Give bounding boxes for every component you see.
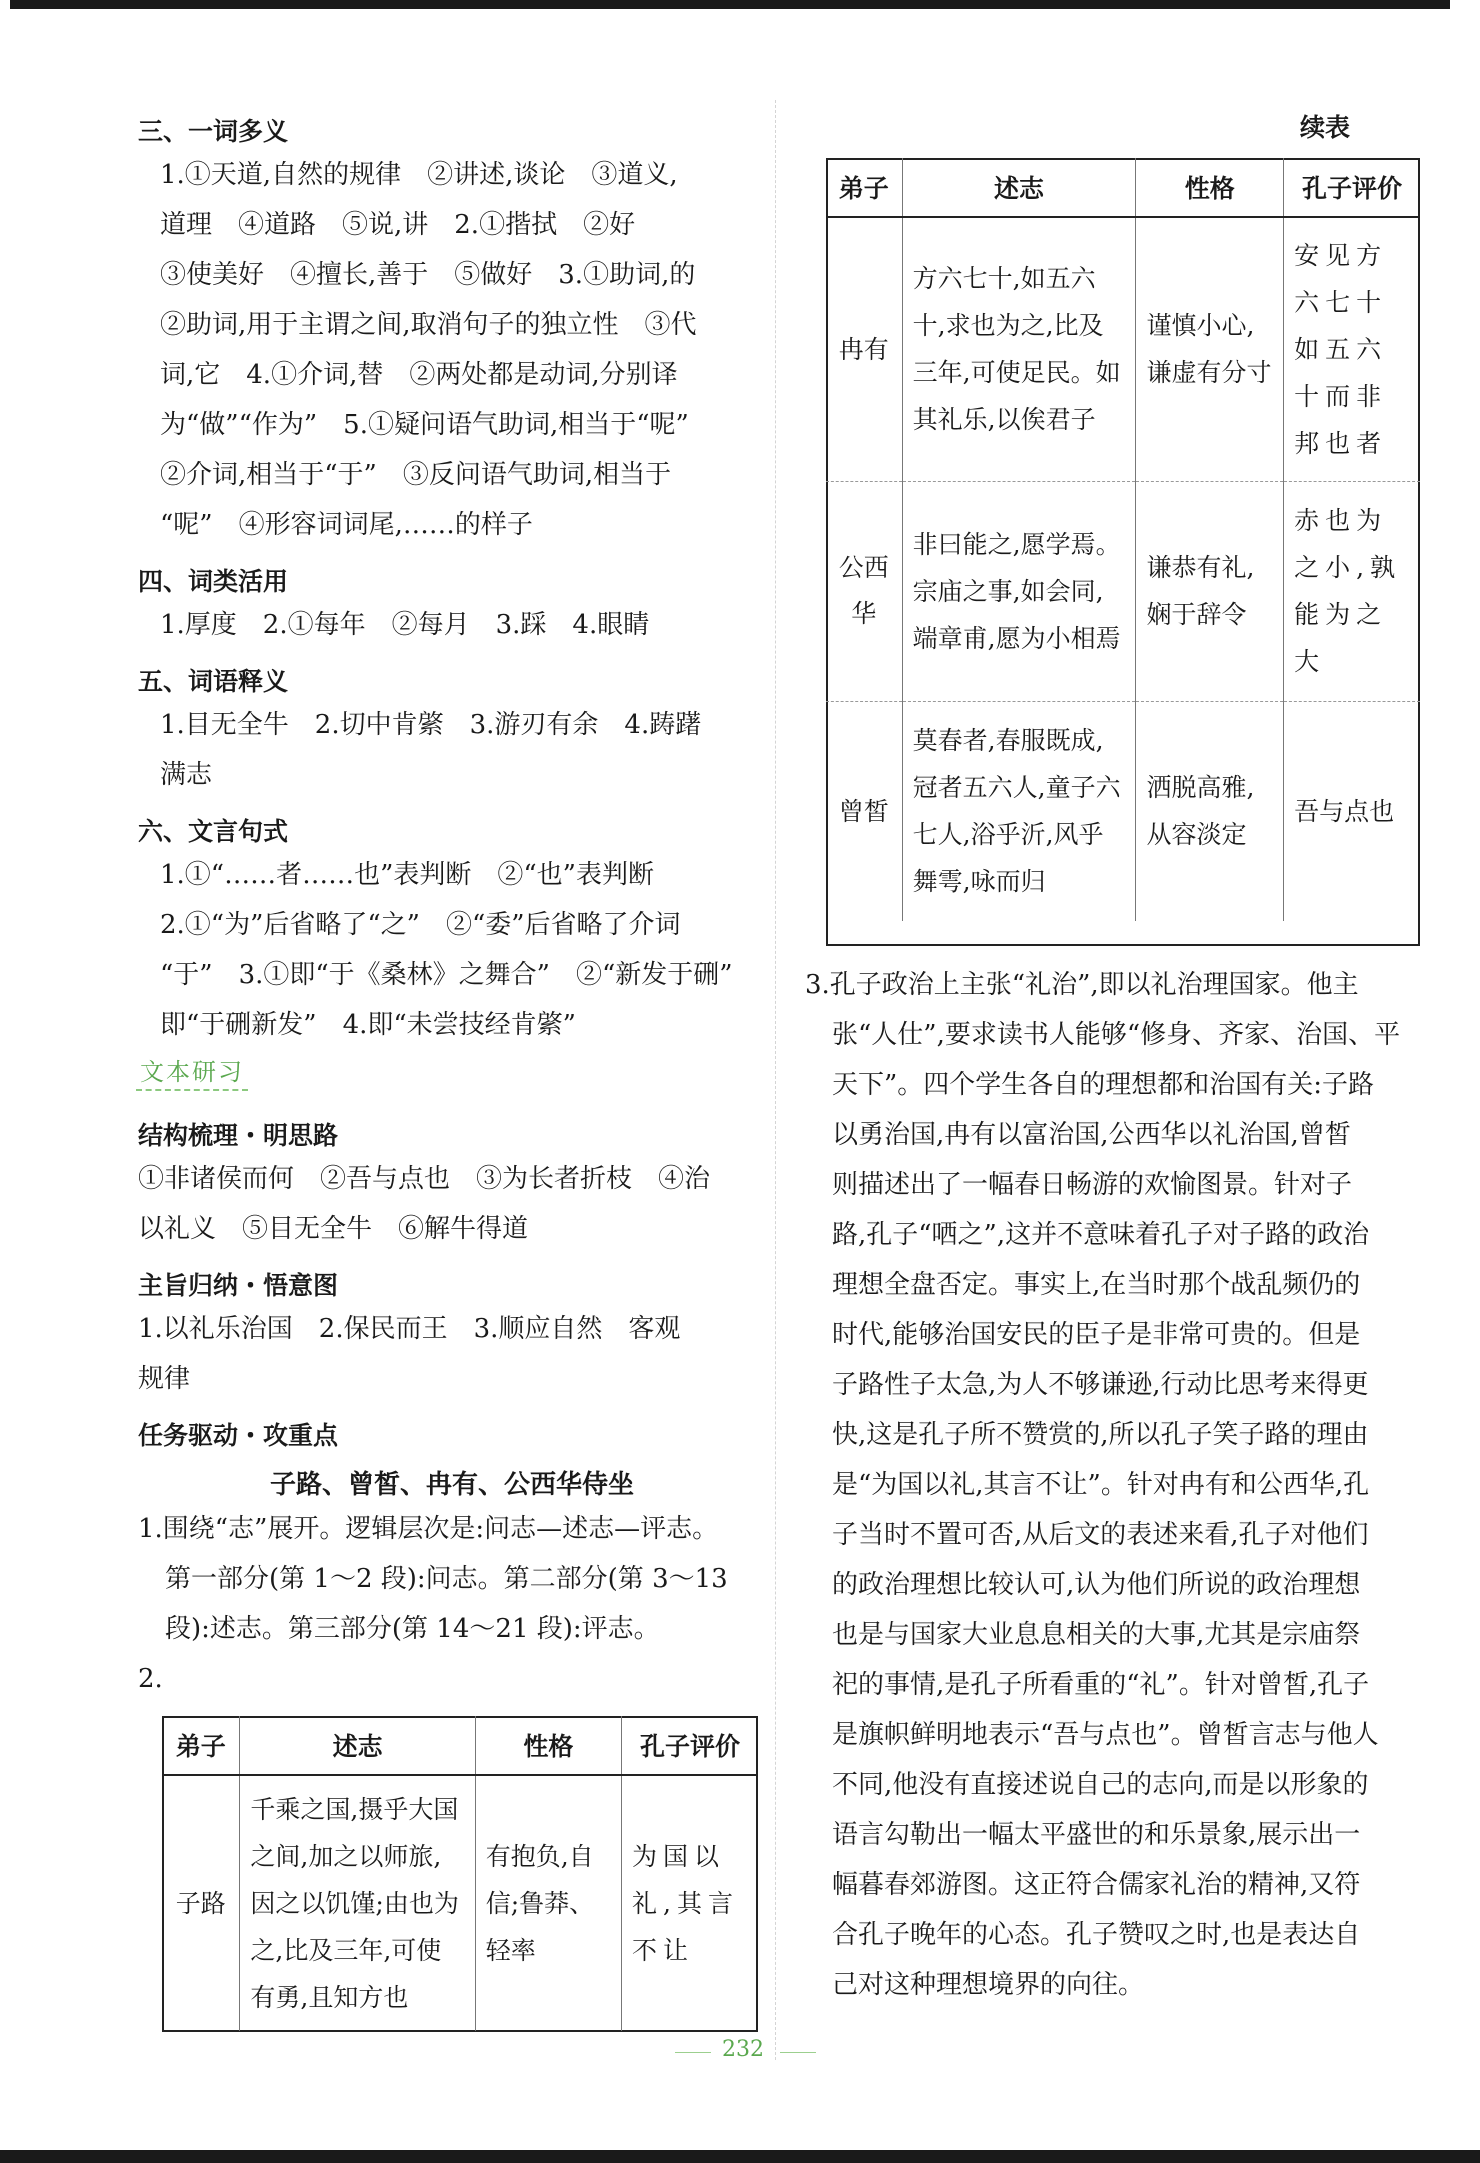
text-line: 1.以礼乐治国 2.保民而王 3.顺应自然 客观 — [138, 1314, 681, 1344]
table-right — [826, 158, 1420, 921]
header-aim: 述志 — [902, 158, 1136, 217]
text-line: 是“为国以礼,其言不让”。针对冉有和公西华,孔 — [832, 1470, 1370, 1500]
text-line: 张“人仕”,要求读书人能够“修身、齐家、治国、平 — [832, 1020, 1401, 1050]
text-line: 1.围绕“志”展开。逻辑层次是:问志—述志—评志。 — [138, 1514, 719, 1544]
text-line: 3.孔子政治上主张“礼治”,即以礼治理国家。他主 — [805, 970, 1359, 1000]
header-disciple: 弟子 — [826, 158, 902, 217]
text-line: 祀的事情,是孔子所看重的“礼”。针对曾皙,孔子 — [832, 1670, 1370, 1700]
heading-word-meaning: 五、词语释义 — [138, 667, 289, 696]
text-line: ②助词,用于主谓之间,取消句子的独立性 ③代 — [160, 310, 697, 340]
text-line: 词,它 4.①介词,替 ②两处都是动词,分别译 — [160, 360, 678, 390]
cell-name: 曾皙 — [838, 796, 889, 826]
cell-character: 谨慎小心,谦虚有分寸 — [1136, 217, 1284, 481]
continued-label: 续表 — [1300, 113, 1351, 142]
text-line: “于” 3.①即“于《桑林》之舞合” ②“新发于硎” — [160, 960, 733, 990]
table-left — [162, 1716, 758, 2031]
text-line: 以勇治国,冉有以富治国,公西华以礼治国,曾皙 — [832, 1120, 1351, 1150]
q2-label: 2. — [138, 1664, 163, 1694]
text-line: 的政治理想比较认可,认为他们所说的政治理想 — [832, 1570, 1361, 1600]
page-rule-right — [780, 2052, 816, 2053]
cell-aim: 方六七十,如五六十,求也为之,比及三年,可使足民。如其礼乐,以俟君子 — [902, 217, 1136, 481]
table-row — [826, 481, 1420, 701]
heading-structure: 结构梳理・明思路 — [138, 1121, 339, 1150]
text-line: ③使美好 ④擅长,善于 ⑤做好 3.①助词,的 — [160, 260, 696, 290]
text-line: 时代,能够治国安民的臣子是非常可贵的。但是 — [832, 1320, 1361, 1350]
cell-character: 洒脱高雅,从容淡定 — [1136, 701, 1284, 921]
cell-comment: 赤也为之小,孰能为之大 — [1284, 481, 1420, 701]
text-line: 合孔子晚年的心态。孔子赞叹之时,也是表达自 — [832, 1920, 1361, 1950]
header-character: 性格 — [475, 1716, 621, 1775]
text-line: 1.①“……者……也”表判断 ②“也”表判断 — [160, 860, 654, 890]
header-disciple: 弟子 — [162, 1716, 240, 1775]
header-character: 性格 — [1136, 158, 1284, 217]
cell-aim: 千乘之国,摄乎大国之间,加之以师旅,因之以饥馑;由也为之,比及三年,可使有勇,且知方也 — [240, 1775, 475, 2031]
text-line: 为“做”“作为” 5.①疑问语气助词,相当于“呢” — [160, 410, 689, 440]
text-line: 理想全盘否定。事实上,在当时那个战乱频仍的 — [832, 1270, 1361, 1300]
page-rule-left — [675, 2052, 711, 2053]
text-line: 1.厚度 2.①每年 ②每月 3.踩 4.眼睛 — [160, 610, 650, 640]
header-comment: 孔子评价 — [622, 1716, 758, 1775]
column-divider — [775, 100, 776, 2060]
top-border — [10, 0, 1450, 9]
table-header-row — [826, 158, 1420, 217]
text-line: 快,这是孔子所不赞赏的,所以孔子笑子路的理由 — [832, 1420, 1369, 1450]
text-line: 段):述志。第三部分(第 14～21 段):评志。 — [165, 1614, 660, 1644]
text-line: 规律 — [138, 1364, 191, 1394]
text-line: 路,孔子“哂之”,这并不意味着孔子对子路的政治 — [832, 1220, 1370, 1250]
table-row — [826, 701, 1420, 921]
page-number: 232 — [722, 2037, 764, 2062]
text-line: 是旗帜鲜明地表示“吾与点也”。曾皙言志与他人 — [832, 1720, 1379, 1750]
table-row — [826, 217, 1420, 481]
text-line: 则描述出了一幅春日畅游的欢愉图景。针对子 — [832, 1170, 1353, 1200]
cell-comment: 为国以礼,其言不让 — [622, 1775, 758, 2031]
text-line: 即“于硎新发” 4.即“未尝技经肯綮” — [160, 1010, 576, 1040]
cell-aim: 莫春者,春服既成,冠者五六人,童子六七人,浴乎沂,风乎舞雩,咏而归 — [902, 701, 1136, 921]
study-tag: 文本研习 — [136, 1052, 248, 1091]
table-header-row — [162, 1716, 758, 1775]
header-comment: 孔子评价 — [1284, 158, 1420, 217]
text-line: 以礼义 ⑤目无全牛 ⑥解牛得道 — [138, 1214, 529, 1244]
text-line: 满志 — [160, 760, 213, 790]
cell-name: 公西华 — [826, 481, 902, 701]
cell-comment: 吾与点也 — [1284, 701, 1420, 921]
text-line: 子路性子太急,为人不够谦逊,行动比思考来得更 — [832, 1370, 1369, 1400]
text-line: 幅暮春郊游图。这正符合儒家礼治的精神,又符 — [832, 1870, 1361, 1900]
cell-comment: 安见方六七十如五六十而非邦也者 — [1284, 217, 1420, 481]
text-line: 1.①天道,自然的规律 ②讲述,谈论 ③道义, — [160, 160, 678, 190]
task-subtitle: 子路、曾皙、冉有、公西华侍坐 — [270, 1470, 635, 1500]
text-line: 1.目无全牛 2.切中肯綮 3.游刃有余 4.踌躇 — [160, 710, 702, 740]
table-row — [162, 1775, 758, 2031]
header-aim: 述志 — [240, 1716, 475, 1775]
bottom-border — [0, 2150, 1480, 2163]
cell-name: 子路 — [175, 1889, 226, 1918]
text-line: ①非诸侯而何 ②吾与点也 ③为长者折枝 ④治 — [138, 1164, 711, 1194]
text-line: 子当时不置可否,从后文的表述来看,孔子对他们 — [832, 1520, 1369, 1550]
cell-aim: 非曰能之,愿学焉。宗庙之事,如会同,端章甫,愿为小相焉 — [902, 481, 1136, 701]
heading-word-class: 四、词类活用 — [138, 567, 289, 596]
text-line: 己对这种理想境界的向往。 — [832, 1970, 1145, 2000]
text-line: 也是与国家大业息息相关的大事,尤其是宗庙祭 — [832, 1620, 1361, 1650]
text-line: 语言勾勒出一幅太平盛世的和乐景象,展示出一 — [832, 1820, 1361, 1850]
heading-sentence-patterns: 六、文言句式 — [138, 817, 289, 846]
text-line: “呢” ④形容词词尾,……的样子 — [160, 510, 533, 540]
heading-task: 任务驱动・攻重点 — [138, 1421, 339, 1450]
text-line: 第一部分(第 1～2 段):问志。第二部分(第 3～13 — [165, 1564, 728, 1594]
text-line: 不同,他没有直接述说自己的志向,而是以形象的 — [832, 1770, 1369, 1800]
cell-character: 谦恭有礼,娴于辞令 — [1136, 481, 1284, 701]
text-line: 2.①“为”后省略了“之” ②“委”后省略了介词 — [160, 910, 681, 940]
cell-name: 冉有 — [826, 217, 902, 481]
text-line: 天下”。四个学生各自的理想都和治国有关:子路 — [832, 1070, 1375, 1100]
text-line: ②介词,相当于“于” ③反问语气助词,相当于 — [160, 460, 672, 490]
text-line: 道理 ④道路 ⑤说,讲 2.①揩拭 ②好 — [160, 210, 636, 240]
heading-polysemy: 三、一词多义 — [138, 117, 289, 146]
heading-theme: 主旨归纳・悟意图 — [138, 1271, 339, 1300]
cell-character: 有抱负,自信;鲁莽、轻率 — [475, 1775, 621, 2031]
